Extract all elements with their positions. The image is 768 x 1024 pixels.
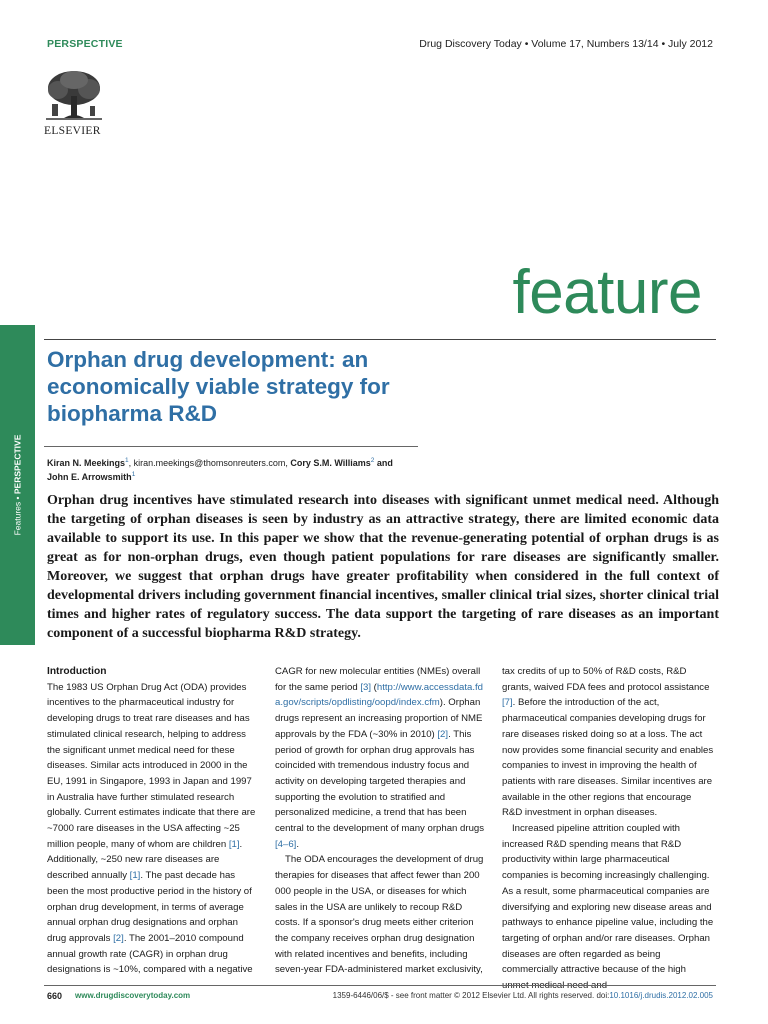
abstract: Orphan drug incentives have stimulated research into diseases with significant unmet medical need. Although the targeting of orphan diseases is seen by industry as an attractive strategy, there are limited economic data available to support its use. In this paper we show that the revenue-generating potential of orphan drugs is as great as for non-orphan drugs, even though patient populations for rare diseases are significantly smaller. Moreover, we suggest that orphan drugs have greater profitability when considered in the full context of developmental drivers including government financial incentives, smaller clinical trial sizes, shorter clinical trial times and higher rates of regulatory success. The data support the targeting of rare diseases as an important component of a successful biopharma R&D strategy. <box>47 493 719 641</box>
author-3-name: John E. Arrowsmith <box>47 472 132 482</box>
paragraph <box>275 664 487 852</box>
text-run: . <box>296 838 300 850</box>
feature-label: feature <box>512 258 702 327</box>
author-2-name: Cory S.M. Williams <box>290 458 371 468</box>
text-run: . The 2001–2010 compound annual growth rate (CAGR) in orphan drug designations is ~10%, compared with a negative <box>47 932 253 976</box>
side-tab-label <box>0 325 35 645</box>
citation-link[interactable]: [2] <box>437 728 449 740</box>
text-run: The 1983 US Orphan Drug Act (ODA) provides incentives to the pharmaceutical industry for developing drugs to treat rare diseases and has stimulated clinical research, helping to address the significant unmet medical need for these diseases. Similar acts introduced in 2000 in the EU, 1991 in Singapore, 1993 in Japan and 1997 in Australia have further stimulated research globally. Current estimates indicate that there are ~7000 rare diseases in the USA affecting ~25 million people, many of whom are children <box>47 681 256 850</box>
body-column-1 <box>47 664 259 978</box>
article-title: Orphan drug development: an economically viable strategy for biopharma R&D <box>47 347 390 426</box>
author-1-affiliation: 1 <box>125 457 129 464</box>
text-run: . Before the introduction of the act, pharmaceutical companies developing drugs for rare diseases risked doing so at a loss. The act now provides some financial security and enables companies to invest in improving the health of patients with rare diseases. Similar incentives are available in the other regions that encourage R&D investment in orphan diseases. <box>502 697 714 819</box>
body-column-3 <box>502 664 714 994</box>
publisher-name: ELSEVIER <box>44 125 101 137</box>
citation-link[interactable]: [7] <box>502 697 513 709</box>
text-run: . This period of growth for orphan drug approvals has coincided with tremendous industry focus and activity on developing targeted therapies and supporting the evolution to stratified and personalized medicine, a trend that has been central to the development of many orphan drugs <box>275 728 485 835</box>
doi-link[interactable]: 10.1016/j.drudis.2012.02.005 <box>609 991 713 1000</box>
journal-url-link[interactable]: www.drugdiscoverytoday.com <box>75 991 191 1000</box>
footer-rule <box>44 985 716 986</box>
section-heading-introduction: Introduction <box>47 666 107 677</box>
text-run: ). Orphan drugs represent an increasing proportion of NME approvals by the FDA (~30% in 2010) <box>275 697 483 740</box>
text-run: . The past decade has been the most productive period in the history of orphan drug development, in terms of average annual orphan drug designations and orphan drug approvals <box>47 870 252 944</box>
author-1-email[interactable]: , kiran.meekings@thomsonreuters.com, <box>128 458 291 468</box>
url-link[interactable]: http://www.accessdata.fda.gov/scripts/opdlisting/oopd/index.cfm <box>275 681 483 709</box>
copyright-text: 1359-6446/06/$ - see front matter © 2012 Elsevier Ltd. All rights reserved. doi: <box>332 991 610 1000</box>
page-number: 660 <box>47 991 63 1001</box>
text-run: CAGR for new molecular entities (NMEs) overall for the same period <box>275 666 481 693</box>
paragraph <box>502 664 714 821</box>
citation-link[interactable]: [4–6] <box>275 838 297 850</box>
section-label: PERSPECTIVE <box>47 38 123 50</box>
tree-icon <box>44 68 104 124</box>
citation-link[interactable]: [1] <box>228 838 240 850</box>
title-rule <box>44 446 418 447</box>
footer-copyright <box>333 991 713 1000</box>
paragraph: The ODA encourages the development of drug therapies for diseases that affect fewer than 200 000 people in the USA, or diseases for which sales in the USA are unlikely to recoup R&D costs. If a sponsor's drug meets either criterion the company receives orphan drug designation with related incentives and benefits, including seven-year FDA-administered market exclusivity, <box>275 854 484 976</box>
author-and: and <box>374 458 393 468</box>
side-tab-part2: PERSPECTIVE <box>12 434 23 495</box>
text-run: tax credits of up to 50% of R&D costs, R&D grants, waived FDA fees and protocol assistance <box>502 666 710 693</box>
side-tab-part1: Features • <box>12 494 23 536</box>
body-column-2 <box>275 664 487 978</box>
paragraph <box>47 680 259 978</box>
paragraph: Increased pipeline attrition coupled with increased R&D spending means that R&D productivity within large pharmaceutical companies is becoming increasingly challenging. As a result, some pharmaceutical companies are diversifying and exploring new disease areas and pathways to enhance pipeline value, including the targeting of orphan and/or rare diseases. Orphan diseases are often regarded as being commercially attractive because of the high unmet medical need and <box>502 823 714 992</box>
citation-link[interactable]: [1] <box>129 870 141 882</box>
author-2-affiliation: 2 <box>370 457 375 464</box>
elsevier-tree-logo <box>44 68 104 129</box>
text-run: ( <box>371 681 377 693</box>
header-rule <box>44 339 716 340</box>
author-list <box>47 455 427 483</box>
journal-info: Drug Discovery Today • Volume 17, Numbers 13/14 • July 2012 <box>419 38 713 50</box>
author-1-name: Kiran N. Meekings <box>47 458 126 468</box>
citation-link[interactable]: [3] <box>360 681 371 693</box>
text-run: . Additionally, ~250 new rare diseases are described annually <box>47 838 243 882</box>
citation-link[interactable]: [2] <box>113 932 124 944</box>
author-3-affiliation: 1 <box>131 471 136 478</box>
